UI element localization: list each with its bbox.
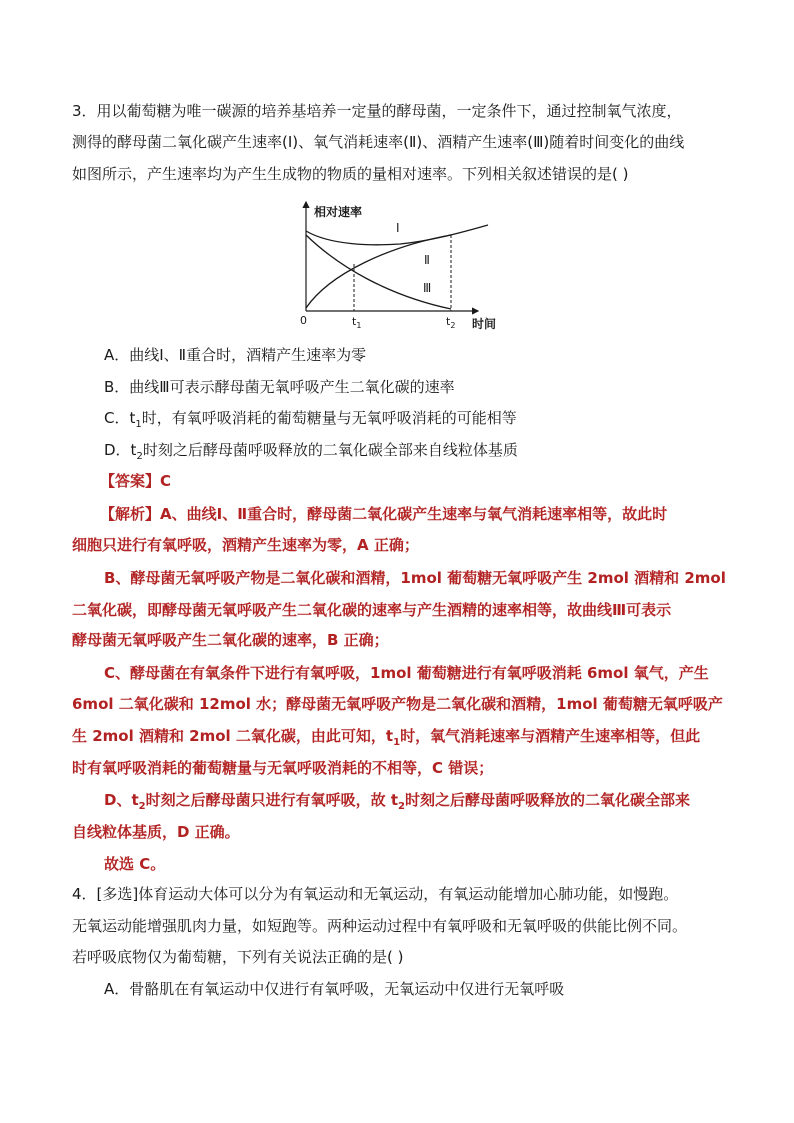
- curve-II: [306, 235, 451, 308]
- q3-stem-line-3: 如图所示，产生速率均为产生生成物的物质的量相对速率。下列相关叙述错误的是( ): [72, 165, 629, 183]
- q3-option-d: D．$t_2$时刻之后酵母菌呼吸释放的二氧化碳全部来自线粒体基质: [104, 441, 518, 462]
- q3-answer: 【答案】C: [100, 472, 172, 490]
- analysis-conclusion: 故选 C。: [104, 855, 166, 873]
- q4-stem-line-2: 无氧运动能增强肌肉力量，如短跑等。两种运动过程中有氧呼吸和无氧呼吸的供能比例不同。: [72, 917, 688, 935]
- q4-stem-line-3: 若呼吸底物仅为葡萄糖，下列有关说法正确的是( ): [72, 948, 404, 966]
- analysis-a-line-1: 【解析】A、曲线Ⅰ、Ⅱ重合时，酵母菌二氧化碳产生速率与氧气消耗速率相等，故此时: [100, 505, 668, 523]
- analysis-c-line-1: C、酵母菌在有氧条件下进行有氧呼吸，1mol 葡萄糖进行有氧呼吸消耗 6mol 氧气，产生: [104, 664, 709, 682]
- q3-stem-line-2: 测得的酵母菌二氧化碳产生速率(Ⅰ)、氧气消耗速率(Ⅱ)、酒精产生速率(Ⅲ)随着时间变化的曲线: [72, 133, 685, 151]
- analysis-b-line-3: 酵母菌无氧呼吸产生二氧化碳的速率，B 正确；: [72, 631, 389, 649]
- analysis-b-line-1: B、酵母菌无氧呼吸产物是二氧化碳和酒精，1mol 葡萄糖无氧呼吸产生 2mol 酒精和 2mol: [104, 569, 726, 587]
- q4-option-a: A．骨骼肌在有氧运动中仅进行有氧呼吸，无氧运动中仅进行无氧呼吸: [104, 980, 565, 998]
- y-axis-label: 相对速率: [314, 205, 363, 219]
- q3-stem-line-1: 3．用以葡萄糖为唯一碳源的培养基培养一定量的酵母菌，一定条件下，通过控制氧气浓度，: [72, 102, 682, 120]
- x-axis-label: 时间: [472, 317, 497, 331]
- t1-label: $t_1$: [352, 315, 362, 330]
- curve-III: [306, 235, 451, 309]
- t2-label: $t_2$: [446, 315, 456, 330]
- analysis-d-line-2: 自线粒体基质，D 正确。: [72, 823, 240, 841]
- curve-I-label: Ⅰ: [396, 221, 400, 235]
- analysis-b-line-2: 二氧化碳，即酵母菌无氧呼吸产生二氧化碳的速率与产生酒精的速率相等，故曲线Ⅲ可表示: [72, 601, 672, 619]
- q3-option-a: A．曲线Ⅰ、Ⅱ重合时，酒精产生速率为零: [104, 346, 367, 364]
- analysis-c-line-4: 时有氧呼吸消耗的葡萄糖量与无氧呼吸消耗的不相等，C 错误；: [72, 759, 494, 777]
- analysis-c-line-3: 生 2mol 酒精和 2mol 二氧化碳，由此可知，$t_1$时，氧气消耗速率与酒精产生速率相等，但此: [72, 727, 701, 748]
- q4-stem-line-1: 4．[多选]体育运动大体可以分为有氧运动和无氧运动，有氧运动能增加心肺功能，如慢跑。: [72, 885, 679, 903]
- analysis-c-line-2: 6mol 二氧化碳和 12mol 水；酵母菌无氧呼吸产物是二氧化碳和酒精，1mol 葡萄糖无氧呼吸产: [72, 695, 723, 713]
- q3-option-c: C．$t_1$时，有氧呼吸消耗的葡萄糖量与无氧呼吸消耗的可能相等: [104, 409, 517, 430]
- rate-time-figure: [290, 198, 510, 338]
- analysis-a-line-2: 细胞只进行有氧呼吸，酒精产生速率为零，A 正确；: [72, 536, 419, 554]
- origin-label: 0: [300, 314, 307, 327]
- curve-III-label: Ⅲ: [423, 281, 432, 295]
- q3-option-b: B．曲线Ⅲ可表示酵母菌无氧呼吸产生二氧化碳的速率: [104, 378, 455, 396]
- curve-II-label: Ⅱ: [424, 253, 430, 267]
- analysis-d-line-1: D、$t_2$时刻之后酵母菌只进行有氧呼吸，故 $t_2$时刻之后酵母菌呼吸释放的二氧化碳全部来: [104, 791, 690, 812]
